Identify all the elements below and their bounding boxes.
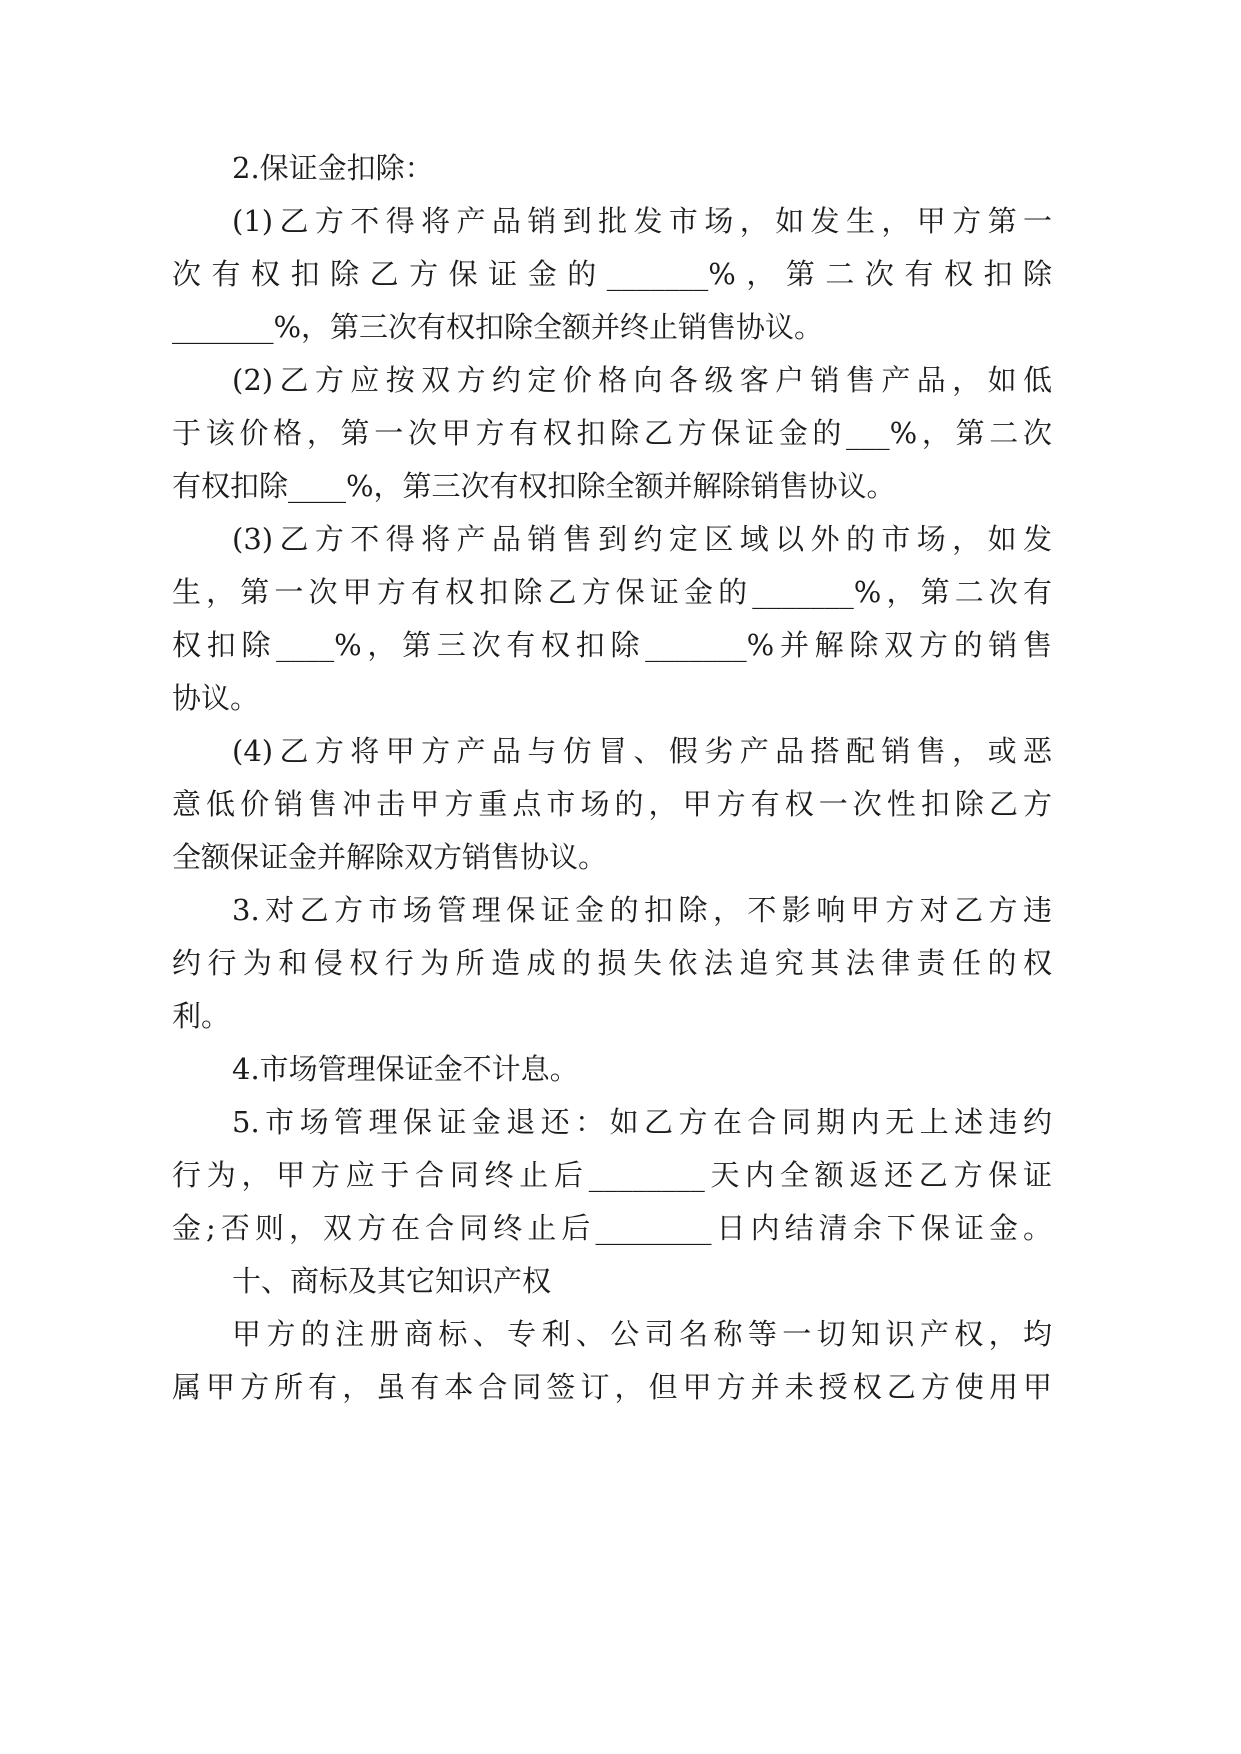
paragraph-trademark [172,1308,1052,1414]
paragraph-item-4 [172,1043,1052,1096]
text-line: 约行为和侵权行为所造成的损失依法追究其法律责任的权 [172,946,1052,980]
text-line: 生，第一次甲方有权扣除乙方保证金的_______%，第二次有 [172,575,1052,609]
paragraph-clause-2 [172,354,1052,513]
text-line: (4)乙方将甲方产品与仿冒、假劣产品搭配销售，或恶 [232,734,1052,768]
text-line: (3)乙方不得将产品销售到约定区域以外的市场，如发 [232,522,1052,556]
paragraph-item-5 [172,1096,1052,1255]
text-line: 于该价格，第一次甲方有权扣除乙方保证金的___%，第二次 [172,416,1052,450]
text-line: 权扣除____%，第三次有权扣除_______%并解除双方的销售 [172,628,1052,662]
section-heading-trademark [172,1255,1052,1308]
text-line: 全额保证金并解除双方销售协议。 [172,840,608,874]
paragraph-clause-4 [172,725,1052,884]
text-line: (1)乙方不得将产品销到批发市场，如发生，甲方第一 [232,204,1052,238]
text-line: 4.市场管理保证金不计息。 [232,1052,579,1086]
text-line: 有权扣除____%，第三次有权扣除全额并解除销售协议。 [172,469,896,503]
paragraph-clause-3 [172,513,1052,725]
text-line: 2.保证金扣除： [232,151,434,185]
document-body [172,142,1052,1414]
text-line: 5.市场管理保证金退还：如乙方在合同期内无上述违约 [232,1105,1052,1139]
text-line: 金;否则，双方在合同终止后________日内结清余下保证金。 [172,1211,1052,1245]
text-line: 协议。 [172,681,260,715]
paragraph-deposit-deduction-heading [172,142,1052,195]
text-line: _______%，第三次有权扣除全额并终止销售协议。 [172,310,824,344]
text-line: 属甲方所有，虽有本合同签订，但甲方并未授权乙方使用甲 [172,1370,1052,1404]
text-line: 3.对乙方市场管理保证金的扣除，不影响甲方对乙方违 [232,893,1052,927]
text-line: 利。 [172,999,231,1033]
text-line: 行为，甲方应于合同终止后________天内全额返还乙方保证 [172,1158,1052,1192]
text-line: 次有权扣除乙方保证金的_______%，第二次有权扣除 [172,257,1052,291]
text-line: 甲方的注册商标、专利、公司名称等一切知识产权，均 [232,1317,1052,1351]
text-line: 意低价销售冲击甲方重点市场的，甲方有权一次性扣除乙方 [172,787,1052,821]
paragraph-clause-1 [172,195,1052,354]
text-line: (2)乙方应按双方约定价格向各级客户销售产品，如低 [232,363,1052,397]
paragraph-item-3 [172,884,1052,1043]
text-line: 十、商标及其它知识产权 [232,1264,552,1298]
